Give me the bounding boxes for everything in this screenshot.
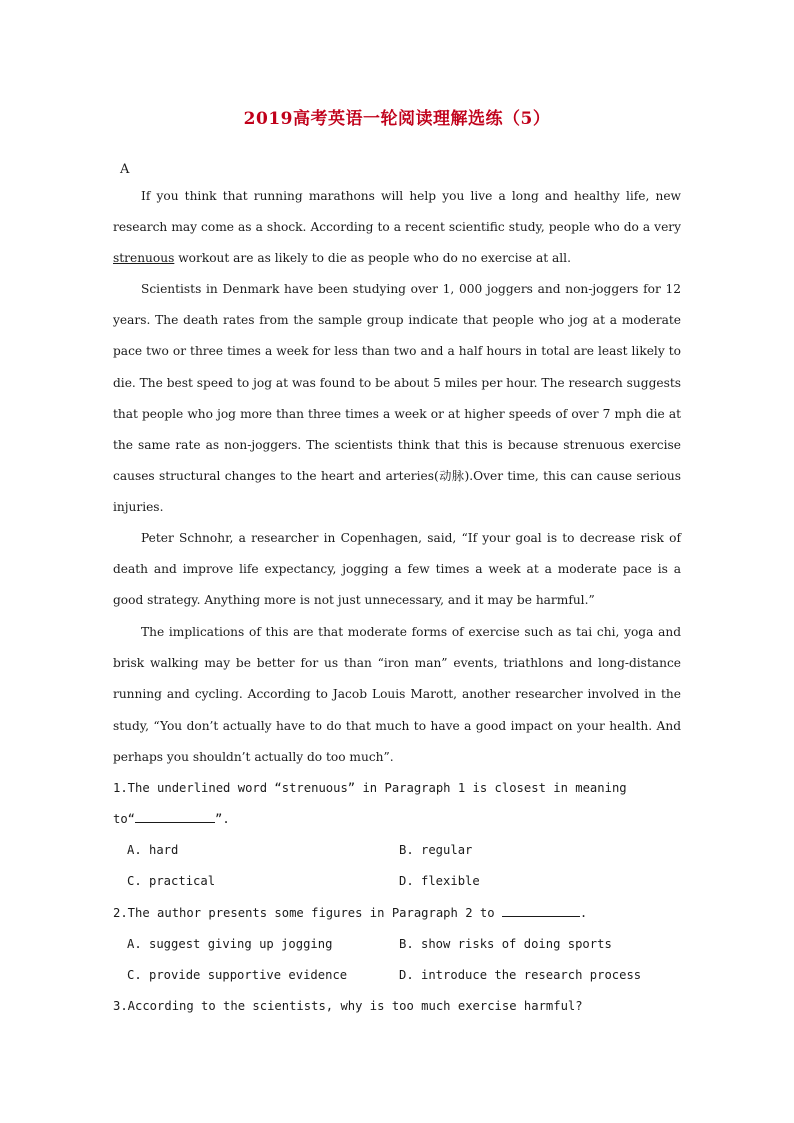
paragraph-2-text: Scientists in Denmark have been studying over 1, 000 joggers and non-joggers for 12 years. The death rates from the sample group indicate that people who jog at a moderate pace two or three times a week for less than two and a half hours in total are least likely to die. The best speed to jog at was found to be about 5 miles per hour. The research suggests that people who jog more than three times a week or at higher speeds of over 7 mph die at the same rate as non-joggers. The scientists think that this is because strenuous exercise causes structural changes to the heart and arteries(动脉).Over time, this can cause serious injuries.	[113, 282, 681, 515]
paragraph-3	[113, 523, 681, 617]
question-2-option-c: C. provide supportive evidence	[127, 968, 348, 982]
paragraph-1-text-after: workout are as likely to die as people who do no exercise at all.	[174, 251, 571, 266]
question-1-stem: 1.The underlined word “strenuous” in Paragraph 1 is closest in meaning	[113, 781, 627, 795]
answer-blank	[135, 810, 215, 823]
question-1-option-b: B. regular	[399, 843, 473, 857]
question-2-stem: 2.The author presents some figures in Paragraph 2 to .	[113, 906, 588, 920]
paragraph-3-text: Peter Schnohr, a researcher in Copenhagen, said, “If your goal is to decrease risk of death and improve life expectancy, jogging a few times a week at a moderate pace is a good strategy. Anything more is not just unnecessary, and it may be harmful.”	[113, 531, 681, 608]
page-title: 2019高考英语一轮阅读理解选练（5）	[243, 109, 551, 129]
paragraph-4	[113, 617, 681, 773]
question-2-option-a: A. suggest giving up jogging	[127, 937, 333, 951]
paragraph-1-text-before: If you think that running marathons will help you live a long and healthy life, new research may come as a shock. According to a recent scientific study, people who do a very	[113, 189, 681, 235]
question-1-option-a: A. hard	[127, 843, 179, 857]
underlined-word: strenuous	[113, 251, 175, 266]
answer-blank	[502, 904, 580, 917]
question-2-option-d: D. introduce the research process	[399, 968, 642, 982]
question-3-stem: 3.According to the scientists, why is too much exercise harmful?	[113, 999, 583, 1013]
paragraph-4-text: The implications of this are that moderate forms of exercise such as tai chi, yoga and brisk walking may be better for us than “iron man” events, triathlons and long-distance running and cycling. According to Jacob Louis Marott, another researcher involved in the study, “You don’t actually have to do that much to have a good impact on your health. And perhaps you shouldn’t actually do too much”.	[113, 625, 681, 764]
paragraph-1	[113, 181, 681, 275]
section-label: A	[120, 162, 130, 177]
paragraph-2	[113, 274, 681, 524]
question-1-option-c: C. practical	[127, 874, 216, 888]
question-2-option-b: B. show risks of doing sports	[399, 937, 612, 951]
question-1-stem-cont: to“ ”.	[113, 812, 230, 826]
question-1-option-d: D. flexible	[399, 874, 480, 888]
